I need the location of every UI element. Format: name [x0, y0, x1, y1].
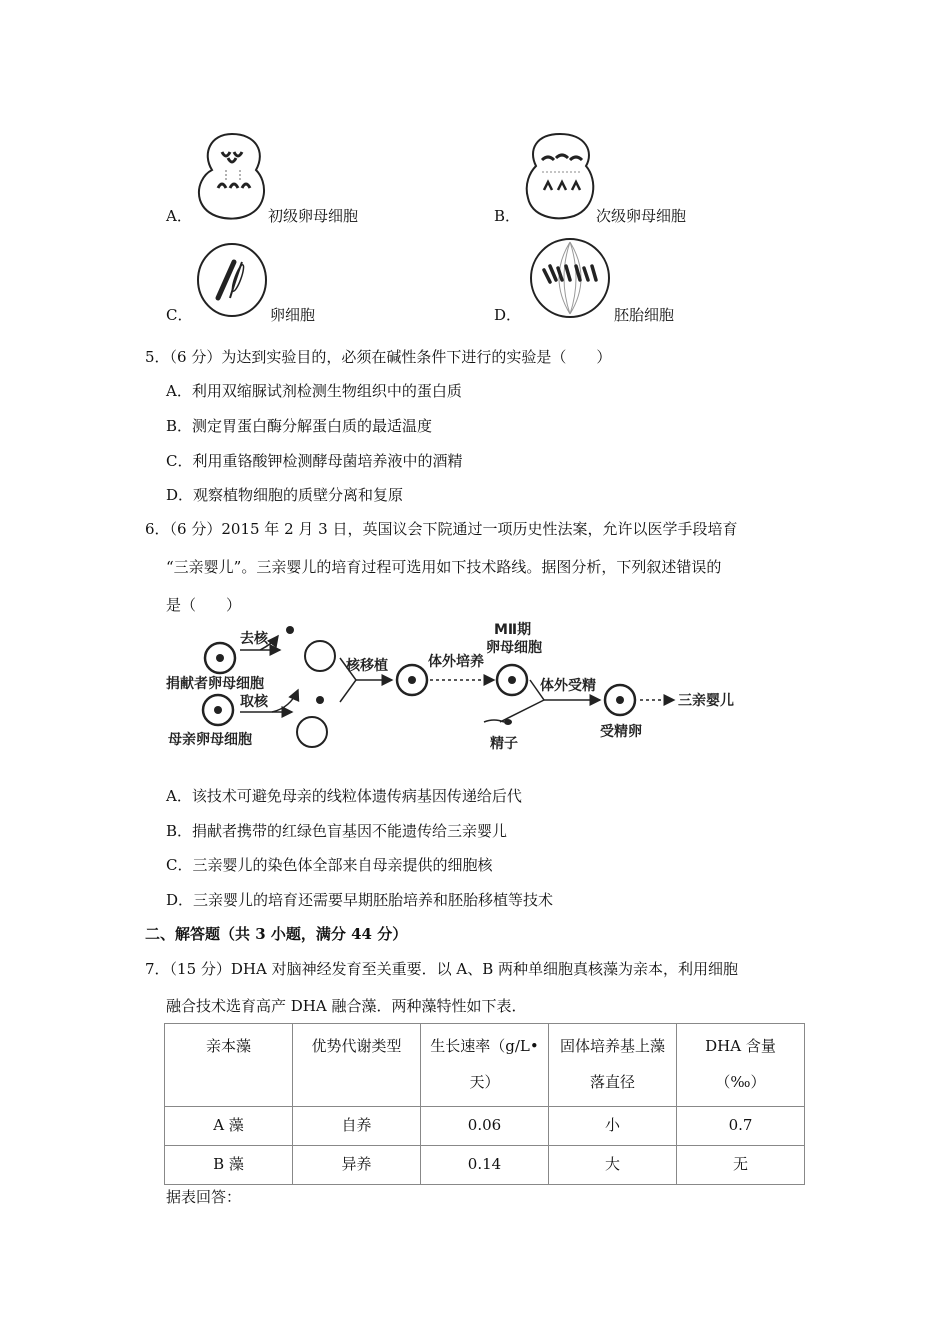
q6-option-c: C．三亲婴儿的染色体全部来自母亲提供的细胞核	[166, 856, 493, 874]
q5-option-a: A．利用双缩脲试剂检测生物组织中的蛋白质	[166, 382, 462, 400]
q6-option-a: A．该技术可避免母亲的线粒体遗传病基因传递给后代	[166, 787, 522, 805]
header-cell: 固体培养基上藻 落直径	[549, 1024, 677, 1107]
label-donor-cell: 捐献者卵母细胞	[166, 676, 264, 692]
header-cell: 亲本藻	[165, 1024, 293, 1107]
q5-option-c: C．利用重铬酸钾检测酵母菌培养液中的酒精	[166, 452, 463, 470]
table-cell: A 藻	[165, 1107, 293, 1146]
table-cell: B 藻	[165, 1146, 293, 1185]
header-cell: DHA 含量 （‰）	[677, 1024, 805, 1107]
secondary-oocyte-figure	[524, 130, 596, 222]
q6-stem-line2: “三亲婴儿”。三亲婴儿的培育过程可选用如下技术路线。据图分析，下列叙述错误的	[166, 558, 722, 576]
egg-cell-figure	[196, 240, 272, 320]
option-d-letter: D．	[494, 306, 522, 324]
table-cell: 无	[677, 1146, 805, 1185]
q7-after-text: 据表回答：	[166, 1188, 242, 1206]
table-header-row	[165, 1024, 805, 1107]
label-mii-line1: MⅡ期	[494, 622, 532, 638]
table-cell: 0.7	[677, 1107, 805, 1146]
option-a-caption: 初级卵母细胞	[268, 207, 359, 225]
option-b-caption: 次级卵母细胞	[596, 207, 687, 225]
header-cell: 生长速率（g/L• 天）	[421, 1024, 549, 1107]
table-cell: 0.06	[421, 1107, 549, 1146]
three-parent-baby-diagram	[160, 618, 760, 760]
label-mother-cell: 母亲卵母细胞	[168, 732, 252, 748]
label-baby: 三亲婴儿	[678, 693, 734, 709]
option-c-letter: C．	[166, 306, 193, 324]
option-d-caption: 胚胎细胞	[614, 306, 675, 324]
option-c-caption: 卵细胞	[270, 306, 316, 324]
table-cell: 异养	[293, 1146, 421, 1185]
algae-table	[164, 1023, 805, 1185]
section-title: 二、解答题（共 3 小题，满分 44 分）	[145, 925, 408, 943]
option-a-letter: A．	[166, 207, 192, 225]
table-cell: 大	[549, 1146, 677, 1185]
q7-stem-line1: 7．（15 分）DHA 对脑神经发育至关重要．以 A、B 两种单细胞真核藻为亲本，利用细胞	[145, 960, 739, 978]
label-nuclear-transfer: 核移植	[346, 658, 388, 674]
q5-stem: 5．（6 分）为达到实验目的，必须在碱性条件下进行的实验是（ ）	[145, 348, 612, 366]
label-in-vitro-fert: 体外受精	[540, 678, 596, 694]
header-cell: 优势代谢类型	[293, 1024, 421, 1107]
label-in-vitro-culture: 体外培养	[428, 654, 484, 670]
option-b-letter: B．	[494, 207, 521, 225]
table-cell: 0.14	[421, 1146, 549, 1185]
label-fertilized-egg: 受精卵	[600, 724, 642, 740]
table-cell: 自养	[293, 1107, 421, 1146]
label-remove-nucleus: 去核	[240, 631, 268, 647]
table-row	[165, 1107, 805, 1146]
table-cell: 小	[549, 1107, 677, 1146]
label-mii-line2: 卵母细胞	[486, 640, 542, 656]
label-take-nucleus: 取核	[240, 694, 268, 710]
q5-option-d: D．观察植物细胞的质壁分离和复原	[166, 486, 404, 504]
table-row	[165, 1146, 805, 1185]
q7-stem-line2: 融合技术选育高产 DHA 融合藻．两种藻特性如下表．	[166, 997, 527, 1015]
embryonic-cell-figure	[528, 236, 612, 320]
q6-stem-line1: 6．（6 分）2015 年 2 月 3 日，英国议会下院通过一项历史性法案，允许以医学手段培育	[145, 520, 738, 538]
q6-option-d: D．三亲婴儿的培育还需要早期胚胎培养和胚胎移植等技术	[166, 891, 554, 909]
label-sperm: 精子	[490, 736, 518, 752]
q5-option-b: B．测定胃蛋白酶分解蛋白质的最适温度	[166, 417, 433, 435]
q6-option-b: B．捐献者携带的红绿色盲基因不能遗传给三亲婴儿	[166, 822, 508, 840]
primary-oocyte-figure	[196, 130, 268, 222]
q6-stem-line3: 是（ ）	[166, 596, 242, 614]
